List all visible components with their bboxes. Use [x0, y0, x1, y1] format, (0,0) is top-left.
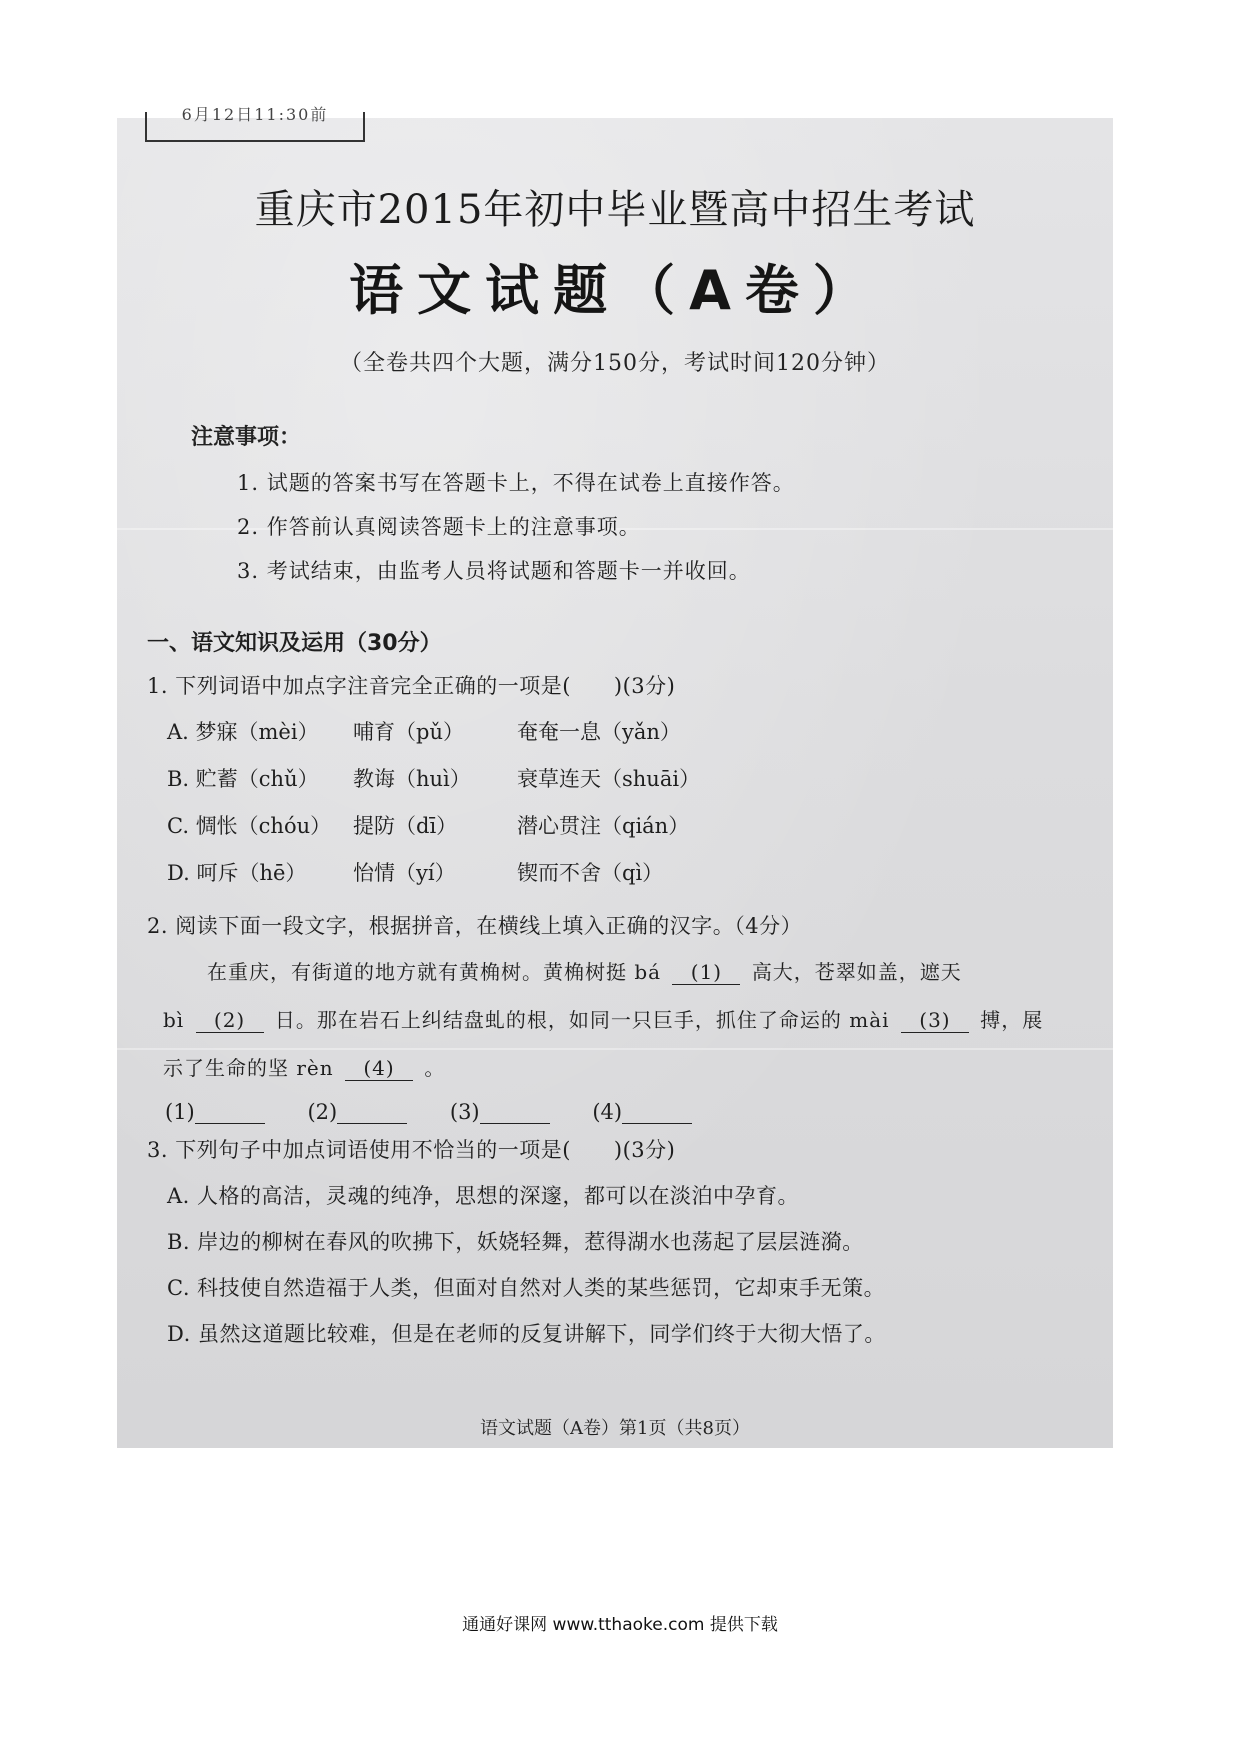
answer-line-1[interactable]: [195, 1123, 265, 1124]
q1-option-d-3: 锲而不舍（qì）: [517, 861, 664, 885]
passage-line-2: [163, 1004, 1043, 1033]
q2-answer-row: [165, 1100, 728, 1124]
answer-label-4: (4): [592, 1100, 623, 1124]
q3-option-b: B. 岸边的柳树在春风的吹拂下，妖娆轻舞，惹得湖水也荡起了层层涟漪。: [167, 1230, 864, 1254]
notice-item: 1. 试题的答案书写在答题卡上，不得在试卷上直接作答。: [237, 471, 795, 495]
passage-text: 搏，展: [980, 1008, 1044, 1032]
page-footer: 语文试题（A卷）第1页（共8页）: [480, 1418, 750, 1439]
q1-option-a-3: 奄奄一息（yǎn）: [517, 720, 681, 744]
passage-text: 。: [424, 1056, 446, 1080]
notice-item: 2. 作答前认真阅读答题卡上的注意事项。: [237, 515, 641, 539]
blank-4: (4): [345, 1056, 413, 1081]
header-stamp-box: [145, 105, 365, 142]
q1-option-d-1: D. 呵斥（hē）: [167, 861, 307, 885]
site-footer: 通通好课网 www.tthaoke.com 提供下载: [462, 1615, 778, 1635]
q1-option-d-2: 怡情（yí）: [353, 861, 456, 885]
passage-text: 日。那在岩石上纠结盘虬的根，如同一只巨手，抓住了命运的 mài: [274, 1008, 890, 1032]
q1-option-a-2: 哺育（pǔ）: [353, 720, 464, 744]
exam-info: （全卷共四个大题，满分150分，考试时间120分钟）: [340, 351, 890, 376]
q3-option-d: D. 虽然这道题比较难，但是在老师的反复讲解下，同学们终于大彻大悟了。: [167, 1322, 886, 1346]
notice-item: 3. 考试结束，由监考人员将试题和答题卡一并收回。: [237, 559, 751, 583]
question-1-stem: 1. 下列词语中加点字注音完全正确的一项是( )(3分): [147, 674, 676, 698]
answer-line-4[interactable]: [622, 1123, 692, 1124]
q1-option-c-2: 提防（dī）: [353, 814, 458, 838]
section-heading: 一、语文知识及运用（30分）: [147, 631, 442, 656]
page-title: 重庆市2015年初中毕业暨高中招生考试: [254, 187, 976, 233]
q1-option-c-1: C. 惆怅（chóu）: [167, 814, 332, 838]
answer-line-3[interactable]: [480, 1123, 550, 1124]
passage-line-1: [207, 956, 962, 985]
passage-text: 高大，苍翠如盖，遮天: [751, 960, 962, 984]
passage-line-3: [163, 1052, 445, 1081]
header-stamp: 6月12日11:30前: [181, 105, 329, 124]
subject-title: 语文试题（A卷）: [349, 259, 881, 322]
passage-text: 示了生命的坚 rèn: [163, 1056, 334, 1080]
q3-option-c: C. 科技使自然造福于人类，但面对自然对人类的某些惩罚，它却束手无策。: [167, 1276, 886, 1300]
q1-option-b-1: B. 贮蓄（chǔ）: [167, 767, 319, 791]
paper-crease: [117, 1048, 1113, 1050]
q1-option-b-2: 教诲（huì）: [353, 767, 471, 791]
passage-text: 在重庆，有街道的地方就有黄桷树。黄桷树挺 bá: [207, 960, 662, 984]
blank-3: (3): [901, 1008, 969, 1033]
exam-photo: [117, 105, 1113, 1448]
question-3-stem: 3. 下列句子中加点词语使用不恰当的一项是( )(3分): [147, 1138, 676, 1162]
notice-heading: 注意事项：: [191, 425, 302, 450]
blank-1: (1): [672, 960, 740, 985]
q3-option-a: A. 人格的高洁，灵魂的纯净，思想的深邃，都可以在淡泊中孕育。: [167, 1184, 800, 1208]
answer-line-2[interactable]: [337, 1123, 407, 1124]
blank-2: (2): [196, 1008, 264, 1033]
notice-list: [237, 461, 795, 593]
q1-option-b-3: 衰草连天（shuāi）: [517, 767, 701, 791]
answer-label-3: (3): [449, 1100, 480, 1124]
passage-text: bì: [163, 1008, 185, 1032]
question-2-stem: 2. 阅读下面一段文字，根据拼音，在横线上填入正确的汉字。（4分）: [147, 914, 803, 938]
answer-label-2: (2): [307, 1100, 338, 1124]
q1-option-c-3: 潜心贯注（qián）: [517, 814, 690, 838]
answer-label-1: (1): [165, 1100, 195, 1124]
q1-option-a-1: A. 梦寐（mèi）: [167, 720, 319, 744]
